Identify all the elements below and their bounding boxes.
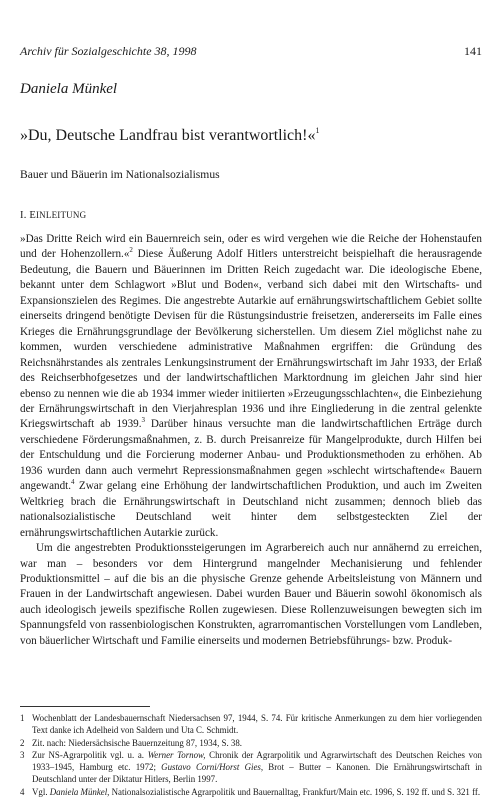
page-number: 141 [464,44,482,58]
paragraph-1: »Das Dritte Reich wird ein Bauernreich sein, oder es wird vergehen wie die Reiche der Hohenstaufen und der Hohenzollern.«$^2$ Diese Äußerung Adolf Hitlers unterstreicht beispielhaft die herausragende Bedeutung, die Bauern und Bäuerinnen im Dritten Reich zugedacht war. Die ideologische Ebene, bekannt unter dem Schlagwort »Blut und Boden«, verband sich dabei mit den Wirtschafts- und Expansionszielen des Regimes. Die angestrebte Autarkie auf ernährungswirtschaftlichem Gebiet sollte einerseits dringend benötigte Devisen für die Rüstungsindustrie freisetzen, andererseits im Falle eines Krieges die Ernährungsgrundlage der Bevölkerung sicherstellen. Um diesem Ziel möglichst nahe zu kommen, wurden verschiedene administrative Maßnahmen ergriffen: die Gründung des Reichsnährstandes als zentrales Lenkungsinstrument der Ernährungswirtschaft im Jahr 1933, der Erlaß des Reichserbhofgesetzes und der landwirtschaftlichen Marktordnung im gleichen Jahr sind hier ebenso zu nennen wie die ab 1934 immer wieder initiierten »Erzeugungsschlachten«, die Einbeziehung der Ernährungswirtschaft in den Vierjahresplan 1936 und ihre Eingliederung in die zentral gelenkte Kriegswirtschaft ab 1939.$^3$ Darüber hinaus versuchte man die landwirtschaftlichen Erträge durch verschiedene Förderungsmaßnahmen, z. B. durch Preisanreize für Mangelprodukte, durch Hilfen bei der Entschuldung und die Forcierung moderner Anbau- und Produktionsmethoden zu erhöhen. Ab 1936 wurden dann auch vermehrt Repressionsmaßnahmen gegen »schlecht wirtschaftende« Bauern angewandt.$^4$ Zwar gelang eine Erhöhung der landwirtschaftlichen Produktion, und auch im Zweiten Weltkrieg brach die Ernährungswirtschaft in Deutschland nicht zusammen; dennoch blieb das nationalsozialistische Deutschland weit hinter dem selbstgesteckten Ziel der ernährungswirtschaftlichen Autarkie zurück. [20,233,482,539]
article-title [20,126,319,145]
author-name: Daniela Münkel [20,81,118,97]
section-heading [20,210,86,221]
footnote-divider [20,706,150,707]
footnote-ref-2[interactable]: 2 [129,246,133,255]
footnote-1: 1 Wochenblatt der Landesbauernschaft Niedersachsen 97, 1944, S. 74. Für kritische Anmerkungen zu dem hier vorliegenden Text danke ich Adelheid von Saldern und Uta C. Schmidt. [20,713,482,736]
article-subtitle: Bauer und Bäuerin im Nationalsozialismus [20,168,220,181]
title-footnote-ref[interactable]: 1 [315,126,320,135]
footnote-ref-3[interactable]: 3 [141,416,146,425]
footnote-3: 3 Zur NS-Agrarpolitik vgl. u. a. Werner Tornow, Chronik der Agrarpolitik und Agrarwirtschaft des Deutschen Reiches von 1933–1945, Hamburg etc. 1972; Gustavo Corni/Horst Gies, Brot – Butter – Kanonen. Die Ernährungswirtschaft in Deutschland unter der Diktatur Hitlers, Berlin 1997. [20,749,482,785]
page [20,0,482,797]
footnote-ref-4[interactable]: 4 [71,478,75,487]
section-title: EINLEITUNG [29,210,87,221]
journal-citation: Archiv für Sozialgeschichte 38, 1998 [20,44,197,58]
footnotes [20,712,482,798]
cited-author: Daniela Münkel, [49,786,110,797]
footnote-2: 2 Zit. nach: Niedersächsische Bauernzeitung 87, 1934, S. 38. [20,737,242,748]
section-number: I. [20,210,27,221]
cited-author: Gustavo Corni/Horst Gies, [161,762,264,773]
cited-author: Werner Tornow, [147,749,206,760]
paragraph-2: Um die angestrebten Produktionssteigerungen im Agrarbereich auch nur annähernd zu erreichen, war man – besonders vor dem Hintergrund mangelnder Mechanisierung und fehlender Produktionsmittel – auf die bis an die physische Grenze gehende Arbeitsleistung von Männern und Frauen in der Landwirtschaft angewiesen. Dabei wurden Bauer und Bäuerin sowohl ökonomisch als auch ideologisch jeweils spezifische Rollen zugewiesen. Diese Rollenzuweisungen bewegten sich im Spannungsfeld von rassenbiologischen Konstrukten, agrarromantischen Vorstellungen vom Landleben, von bäuerlicher Wirtschaft und Familie einerseits und modernen Betriebsführungs- bzw. Produk- [20,542,482,647]
footnote-4: 4 Vgl. Daniela Münkel, Nationalsozialistische Agrarpolitik und Bauernalltag, Frankfurt/Main etc. 1996, S. 192 ff. und S. 321 ff. [20,786,481,797]
title-text: »Du, Deutsche Landfrau bist verantwortlich!« [20,127,316,144]
body-text [20,232,482,649]
running-head [20,44,482,59]
